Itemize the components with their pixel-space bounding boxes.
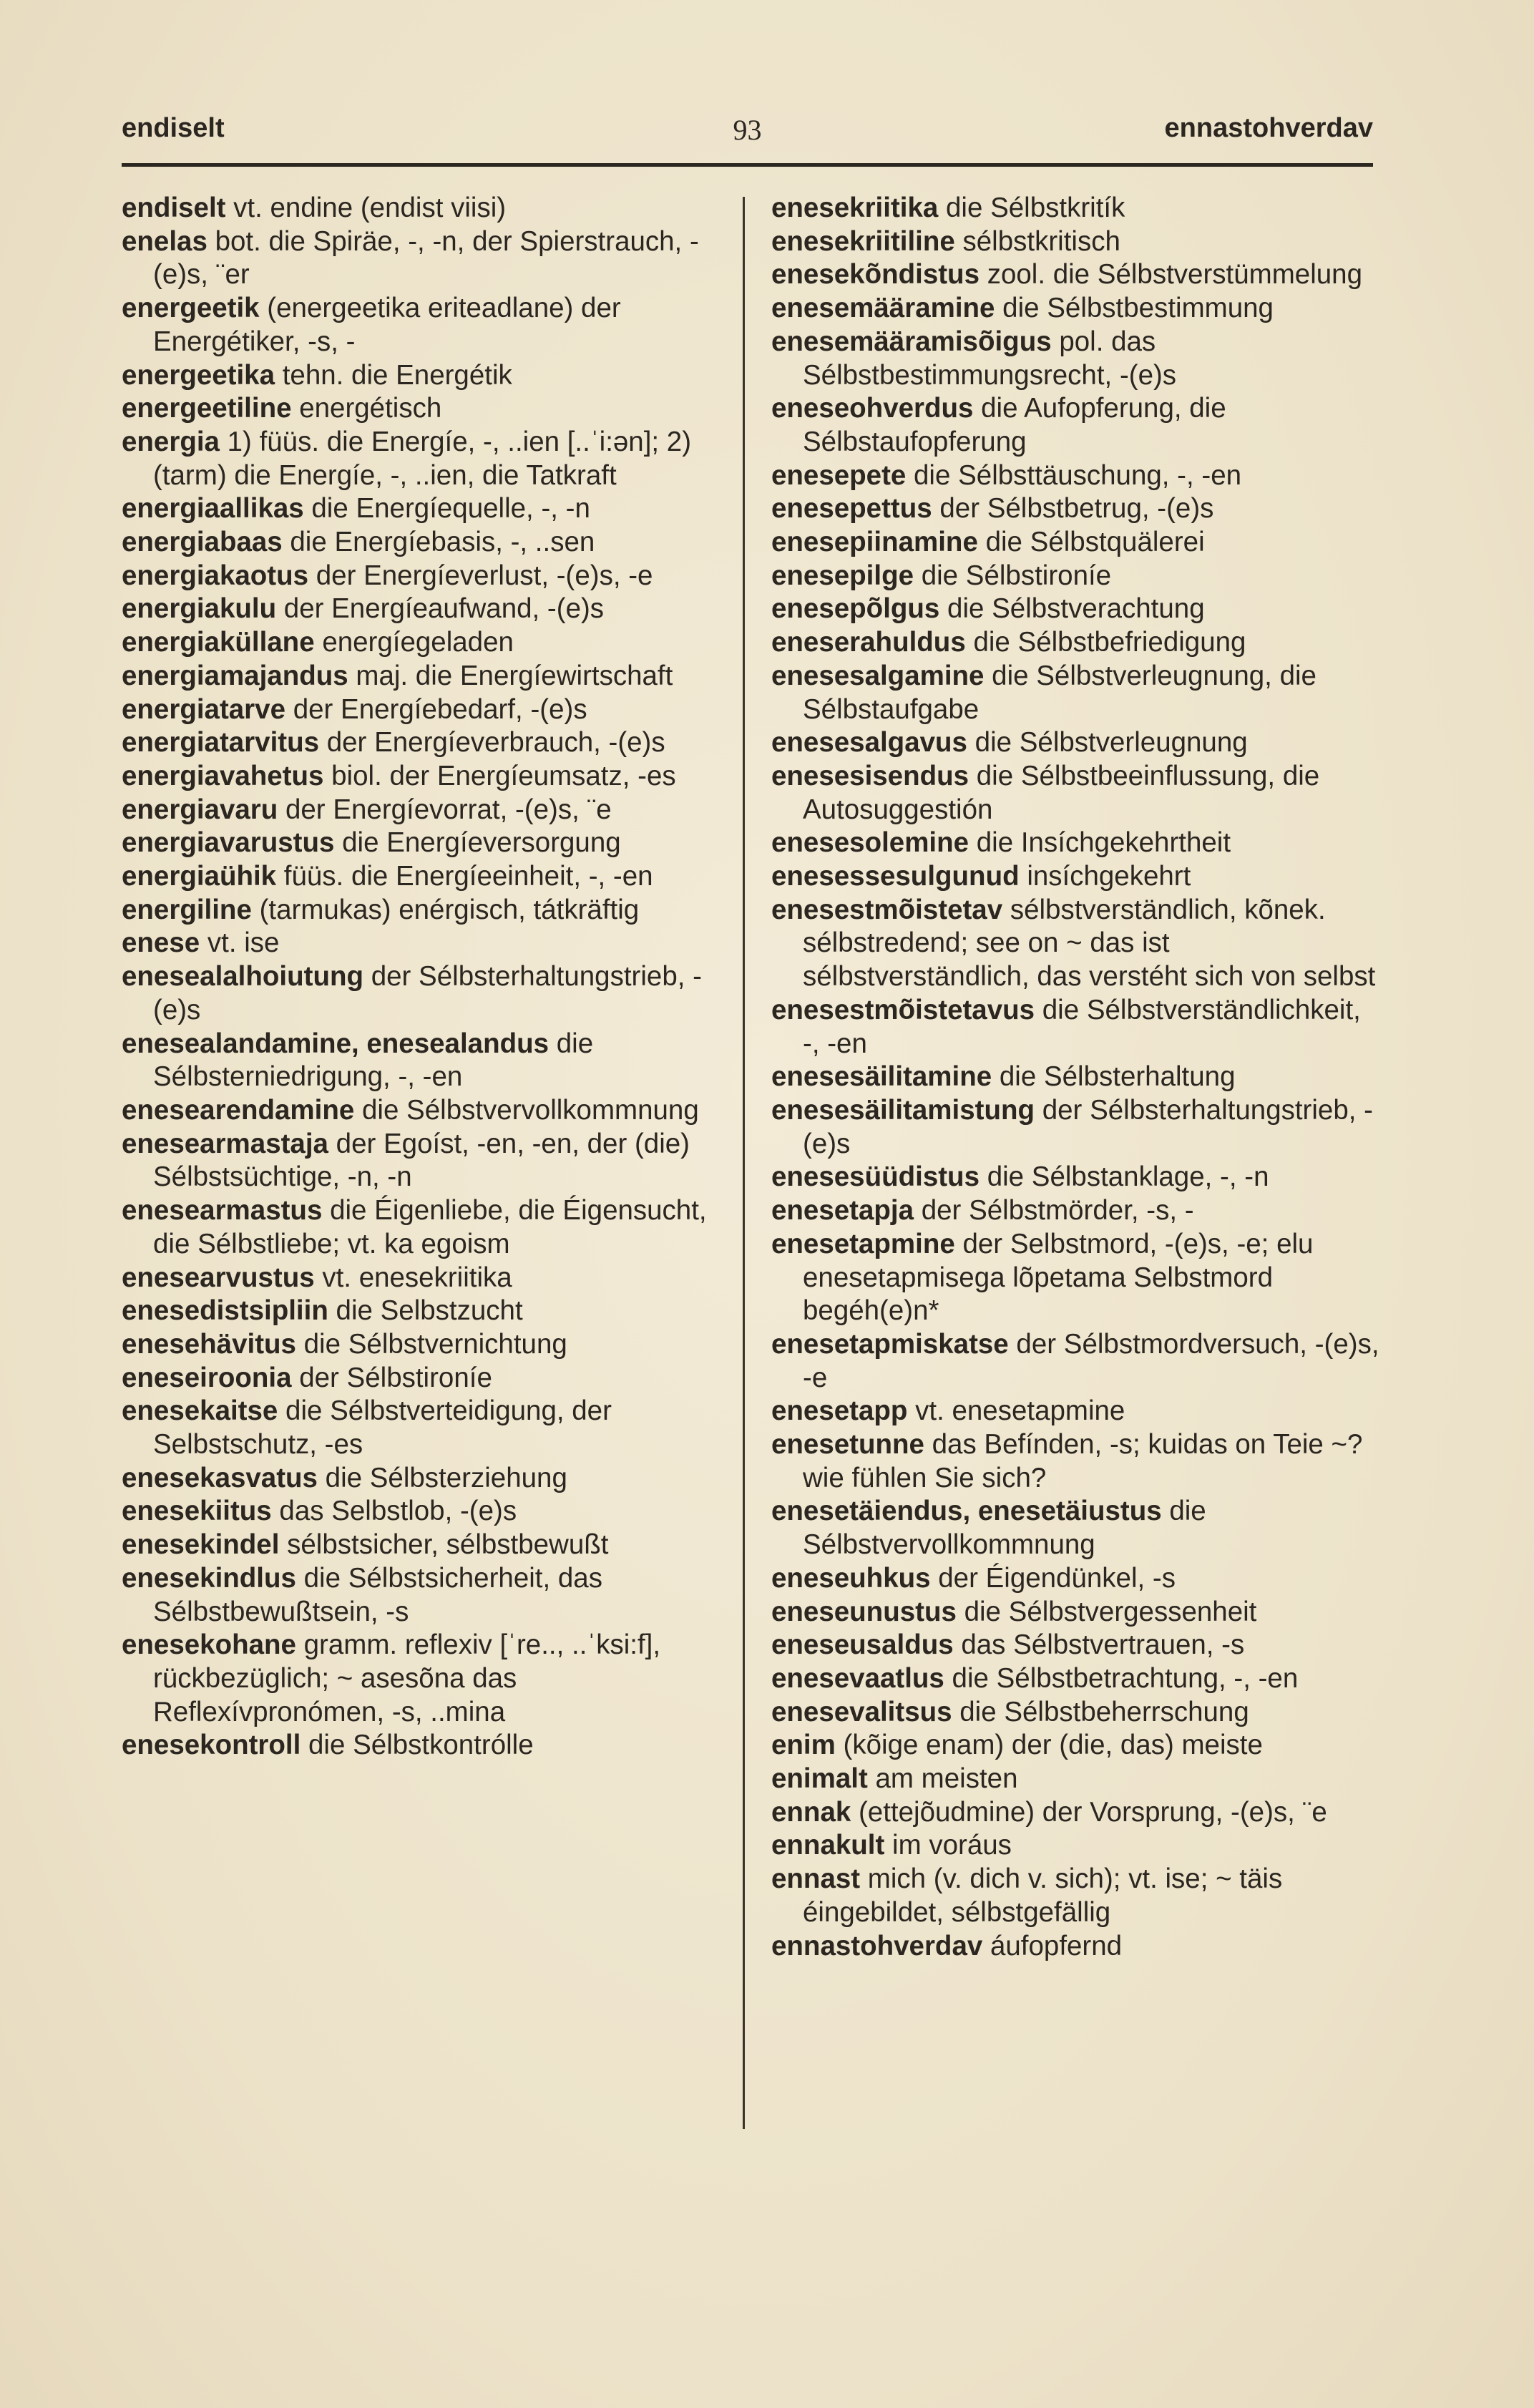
page-number: 93 (733, 114, 762, 146)
header-right-guideword: ennastohverdav (1164, 113, 1373, 143)
dictionary-entry (771, 1061, 1379, 1094)
entry-headword: enesekohane (122, 1629, 296, 1661)
dictionary-entry (122, 827, 730, 860)
dictionary-entry (122, 1094, 730, 1128)
dictionary-entry (122, 1629, 730, 1729)
entry-headword: enesepõlgus (771, 593, 940, 625)
entry-definition: vt. enesetapmine (907, 1395, 1125, 1427)
entry-definition: am meisten (867, 1763, 1018, 1795)
entry-definition: die Sélbstironíe (914, 560, 1112, 591)
entry-headword: endiselt (122, 192, 226, 223)
entry-definition: die Selbstzucht (328, 1295, 523, 1327)
entry-headword: energiatarve (122, 693, 285, 725)
entry-definition: der Energíeverbrauch, -(e)s (319, 727, 665, 759)
entry-headword: enesevalitsus (771, 1696, 952, 1727)
entry-definition: der Energíevorrat, -(e)s, ¨e (278, 794, 612, 825)
entry-definition: die Sélbstvergessenheit (956, 1596, 1257, 1627)
entry-definition: die Sélbstbeeinflussung, die Autosuggestión (803, 760, 1320, 825)
entry-headword: energiavaru (122, 794, 278, 825)
dictionary-entry (122, 1529, 730, 1562)
entry-headword: enesesäilitamistung (771, 1094, 1035, 1126)
dictionary-entry (771, 1763, 1379, 1796)
entry-headword: energiatarvitus (122, 727, 320, 759)
entry-headword: enesesalgavus (771, 727, 967, 759)
dictionary-entry (771, 626, 1379, 660)
entry-headword: ennakult (771, 1830, 885, 1861)
dictionary-entry (122, 1328, 730, 1362)
dictionary-entry (122, 492, 730, 526)
entry-headword: enesetapp (771, 1395, 908, 1427)
dictionary-entry (771, 860, 1379, 894)
entry-definition: das Selbstlob, -(e)s (271, 1496, 517, 1527)
entry-definition: die Sélbstverleugnung, die Sélbstaufgabe (803, 660, 1316, 725)
entry-headword: eneseiroonia (122, 1362, 292, 1393)
entry-headword: energiamajandus (122, 660, 348, 691)
dictionary-entry (122, 726, 730, 760)
dictionary-entry (122, 1562, 730, 1629)
entry-headword: enesearmastaja (122, 1128, 328, 1159)
dictionary-entry (771, 1662, 1379, 1696)
entry-definition: der Sélbsterhaltungstrieb, -(e)s (803, 1094, 1373, 1159)
dictionary-entry (771, 1228, 1379, 1328)
entry-definition: sélbstsicher, sélbstbewußt (279, 1529, 609, 1561)
dictionary-entry (771, 660, 1379, 726)
dictionary-entry (771, 459, 1379, 493)
entry-headword: enesessesulgunud (771, 861, 1020, 892)
dictionary-entry (771, 560, 1379, 593)
entry-definition: die Energíeversorgung (334, 827, 621, 859)
entry-headword: enesekindlus (122, 1562, 296, 1594)
right-column (771, 192, 1379, 1963)
dictionary-entry (771, 1829, 1379, 1863)
page-header (122, 113, 1373, 156)
dictionary-entry (771, 326, 1379, 392)
entry-headword: enesestmõistetavus (771, 994, 1035, 1025)
entry-definition: im voráus (884, 1830, 1012, 1861)
entry-headword: energiabaas (122, 527, 283, 558)
dictionary-entry (771, 1428, 1379, 1495)
dictionary-entry (122, 1729, 730, 1763)
entry-headword: enesetäiendus, enesetäiustus (771, 1496, 1162, 1527)
entry-definition: die Sélbstbefriedigung (965, 627, 1246, 658)
dictionary-entry (771, 1629, 1379, 1662)
dictionary-entry (122, 894, 730, 927)
entry-definition: die Sélbstkontrólle (301, 1730, 534, 1761)
dictionary-entry (771, 1395, 1379, 1428)
dictionary-entry (771, 258, 1379, 292)
entry-definition: die Sélbstbetrachtung, -, -en (944, 1662, 1299, 1694)
entry-headword: enesearendamine (122, 1094, 355, 1126)
dictionary-entry (122, 1194, 730, 1261)
entry-definition: energétisch (291, 393, 442, 424)
entry-headword: enesepiinamine (771, 527, 978, 558)
entry-definition: die Sélbsterniedrigung, -, -en (153, 1028, 594, 1093)
entry-definition: sélbstverständlich, kõnek. sélbstredend; see on ~ das ist sélbstverständlich, das verstéht sich von selbst (803, 894, 1376, 993)
dictionary-entry (771, 994, 1379, 1061)
dictionary-entry (122, 660, 730, 693)
entry-definition: die Sélbstvernichtung (295, 1328, 567, 1360)
entry-definition: gramm. reflexiv [ˈre.., ..ˈksi:f], rückbezüglich; ~ asesõna das Reflexívpronómen, -s, ..mina (153, 1629, 661, 1727)
entry-headword: ennastohverdav (771, 1930, 983, 1961)
entry-headword: energeetiline (122, 393, 292, 424)
entry-definition: (tarmukas) enérgisch, tátkräftig (251, 894, 640, 925)
dictionary-entry (771, 1596, 1379, 1629)
entry-definition: (energeetika eriteadlane) der Energétiker, -s, - (153, 293, 621, 357)
entry-headword: eneseohverdus (771, 393, 974, 424)
entry-definition: die Sélbstsicherheit, das Sélbstbewußtsein, -s (153, 1562, 602, 1627)
entry-definition: der Sélbstironíe (291, 1362, 492, 1393)
entry-definition: die Sélbstkritík (938, 192, 1125, 223)
entry-definition: die Sélbstbeherrschung (952, 1696, 1249, 1727)
left-column (122, 192, 730, 1763)
entry-headword: enesevaatlus (771, 1662, 944, 1694)
entry-definition: biol. der Energíeumsatz, -es (323, 760, 676, 791)
entry-definition: das Sélbstvertrauen, -s (953, 1629, 1245, 1661)
entry-headword: enesesäilitamine (771, 1061, 992, 1093)
entry-definition: der Sélbstmordversuch, -(e)s, -e (803, 1328, 1379, 1393)
entry-definition: die Sélbstverleugnung (967, 727, 1248, 759)
entry-headword: enesehävitus (122, 1328, 296, 1360)
entry-headword: enesekriitika (771, 192, 939, 223)
dictionary-entry (122, 693, 730, 727)
dictionary-entry (771, 1796, 1379, 1830)
entry-headword: enesealalhoiutung (122, 961, 364, 993)
dictionary-entry (122, 392, 730, 426)
entry-headword: enese (122, 927, 200, 959)
entry-headword: enesekaitse (122, 1395, 278, 1427)
entry-definition: der Sélbstmörder, -s, - (914, 1195, 1194, 1227)
entry-headword: enesetapmiskatse (771, 1328, 1009, 1360)
entry-definition: die Sélbstbestimmung (995, 293, 1274, 324)
entry-definition: die Sélbsterhaltung (992, 1061, 1236, 1093)
entry-headword: energiakulu (122, 593, 277, 625)
entry-headword: enesemääramisõigus (771, 326, 1052, 357)
entry-headword: energiaküllane (122, 627, 315, 658)
entry-headword: enelas (122, 225, 207, 257)
entry-definition: die Energíebasis, -, ..sen (282, 527, 595, 558)
dictionary-entry (122, 526, 730, 560)
entry-headword: enesesolemine (771, 827, 969, 859)
entry-definition: insíchgekehrt (1019, 861, 1191, 892)
dictionary-entry (771, 392, 1379, 459)
entry-headword: energiavahetus (122, 760, 324, 791)
entry-headword: energeetik (122, 293, 260, 324)
entry-headword: ennak (771, 1796, 851, 1828)
dictionary-entry (771, 1696, 1379, 1730)
entry-definition: das Befínden, -s; kuidas on Teie ~? wie fühlen Sie sich? (803, 1429, 1363, 1493)
entry-definition: die Aufopferung, die Sélbstaufopferung (803, 393, 1226, 457)
entry-definition: tehn. die Energétik (275, 359, 512, 391)
dictionary-entry (771, 192, 1379, 225)
entry-headword: enesepete (771, 459, 907, 491)
entry-headword: energiaallikas (122, 493, 304, 525)
dictionary-entry (122, 760, 730, 794)
dictionary-entry (771, 827, 1379, 860)
entry-definition: der Energíebedarf, -(e)s (285, 693, 587, 725)
entry-headword: eneseusaldus (771, 1629, 954, 1661)
entry-definition: sélbstkritisch (954, 225, 1120, 257)
dictionary-entry (771, 1562, 1379, 1596)
entry-headword: ennast (771, 1863, 861, 1895)
dictionary-entry (122, 1128, 730, 1194)
entry-headword: enesesalgamine (771, 660, 985, 691)
entry-headword: enesestmõistetav (771, 894, 1003, 925)
entry-definition: die Energíequelle, -, -n (303, 493, 590, 525)
entry-headword: enesedistsipliin (122, 1295, 328, 1327)
dictionary-entry (771, 225, 1379, 259)
entry-headword: enesepettus (771, 493, 932, 525)
entry-headword: energiline (122, 894, 252, 925)
entry-definition: füüs. die Energíeeinheit, -, -en (276, 861, 653, 892)
dictionary-entry (122, 192, 730, 225)
entry-headword: enesekindel (122, 1529, 280, 1561)
dictionary-entry (122, 426, 730, 492)
entry-definition: der Egoíst, -en, -en, der (die) Sélbstsüchtige, -n, -n (153, 1128, 690, 1193)
entry-headword: enesekontroll (122, 1730, 301, 1761)
entry-headword: eneseunustus (771, 1596, 957, 1627)
entry-definition: vt. ise (200, 927, 280, 959)
dictionary-entry (771, 292, 1379, 326)
entry-definition: vt. enesekriitika (314, 1262, 512, 1293)
entry-definition: (kõige enam) der (die, das) meiste (835, 1730, 1263, 1761)
entry-definition: die Sélbstanklage, -, -n (979, 1161, 1269, 1193)
entry-definition: 1) füüs. die Energíe, -, ..ien [..ˈi:ən]; 2) (tarm) die Energíe, -, ..ien, die Tatkraft (153, 426, 692, 491)
dictionary-entry (771, 1729, 1379, 1763)
entry-headword: enesesisendus (771, 760, 969, 791)
dictionary-entry (122, 1262, 730, 1295)
entry-definition: die Sélbstquälerei (977, 527, 1205, 558)
entry-definition: der Sélbstbetrug, -(e)s (932, 493, 1214, 525)
entry-headword: enesekriitiline (771, 225, 955, 257)
dictionary-entry (122, 1395, 730, 1461)
entry-definition: die Insíchgekehrtheit (969, 827, 1231, 859)
entry-definition: pol. das Sélbstbestimmungsrecht, -(e)s (803, 326, 1177, 391)
entry-headword: enesemääramine (771, 293, 995, 324)
entry-headword: energiaühik (122, 861, 277, 892)
dictionary-entry (771, 1194, 1379, 1228)
dictionary-entry (122, 292, 730, 359)
entry-definition: der Sélbsterhaltungstrieb, -(e)s (153, 961, 702, 1025)
entry-definition: die Éigenliebe, die Éigensucht, die Sélbstliebe; vt. ka egoism (153, 1195, 707, 1259)
dictionary-entry (771, 1328, 1379, 1395)
dictionary-entry (122, 794, 730, 827)
entry-headword: energiakaotus (122, 560, 309, 591)
dictionary-entry (771, 526, 1379, 560)
header-left-guideword: endiselt (122, 113, 225, 143)
entry-headword: enesetunne (771, 1429, 924, 1461)
dictionary-entry (771, 1930, 1379, 1964)
dictionary-entry (771, 726, 1379, 760)
entry-definition: der Éigendünkel, -s (930, 1562, 1176, 1594)
header-rule (122, 163, 1373, 167)
entry-headword: energia (122, 426, 220, 457)
entry-headword: enesekiitus (122, 1496, 272, 1527)
entry-definition: (ettejõudmine) der Vorsprung, -(e)s, ¨e (851, 1796, 1327, 1828)
entry-headword: enesekõndistus (771, 259, 979, 291)
dictionary-entry (122, 359, 730, 393)
entry-headword: enesetapmine (771, 1228, 955, 1259)
dictionary-entry (122, 225, 730, 292)
dictionary-entry (122, 860, 730, 894)
dictionary-entry (122, 560, 730, 593)
entry-definition: mich (v. dich v. sich); vt. ise; ~ täis éingebildet, sélbstgefällig (803, 1863, 1283, 1928)
entry-definition: die Sélbstverständlichkeit, -, -en (803, 994, 1361, 1059)
entry-headword: eneserahuldus (771, 627, 966, 658)
entry-headword: enesekasvatus (122, 1462, 318, 1493)
entry-headword: enim (771, 1730, 836, 1761)
dictionary-entry (122, 1362, 730, 1395)
dictionary-entry (122, 1028, 730, 1094)
entry-headword: enesearvustus (122, 1262, 315, 1293)
column-divider (743, 197, 745, 2129)
entry-headword: enesealandamine, enesealandus (122, 1028, 549, 1059)
entry-headword: enesearmastus (122, 1195, 323, 1227)
entry-definition: die Sélbsttäuschung, -, -en (906, 459, 1242, 491)
dictionary-entry (122, 1462, 730, 1496)
entry-definition: vt. endine (endist viisi) (225, 192, 507, 223)
dictionary-entry (771, 1863, 1379, 1929)
dictionary-entry (122, 960, 730, 1027)
dictionary-entry (122, 626, 730, 660)
entry-definition: der Selbstmord, -(e)s, -e; elu enesetapmisega lõpetama Selbstmord begéh(e)n* (803, 1228, 1314, 1327)
dictionary-entry (122, 593, 730, 626)
dictionary-entry (771, 1495, 1379, 1561)
entry-definition: bot. die Spiräe, -, -n, der Spierstrauch, -(e)s, ¨er (153, 225, 699, 291)
dictionary-entry (771, 1161, 1379, 1194)
dictionary-entry (771, 1094, 1379, 1161)
dictionary-entry (771, 492, 1379, 526)
entry-headword: enesepilge (771, 560, 914, 591)
entry-headword: enesetapja (771, 1195, 914, 1227)
entry-headword: energeetika (122, 359, 275, 391)
entry-headword: enesesüüdistus (771, 1161, 979, 1193)
entry-definition: zool. die Sélbstverstümmelung (979, 259, 1362, 291)
entry-definition: die Sélbstvervollkommnung (354, 1094, 699, 1126)
entry-definition: die Sélbstvervollkommnung (803, 1496, 1206, 1561)
entry-headword: energiavarustus (122, 827, 335, 859)
dictionary-entry (122, 927, 730, 960)
dictionary-entry (122, 1295, 730, 1328)
entry-definition: energíegeladen (314, 627, 514, 658)
entry-definition: die Sélbstverachtung (939, 593, 1205, 625)
entry-definition: maj. die Energíewirtschaft (348, 660, 673, 691)
entry-definition: die Sélbstverteidigung, der Selbstschutz, -es (153, 1395, 612, 1461)
dictionary-entry (771, 894, 1379, 994)
entry-headword: eneseuhkus (771, 1562, 931, 1594)
dictionary-entry (771, 760, 1379, 827)
entry-headword: enimalt (771, 1763, 868, 1795)
entry-definition: der Energíeaufwand, -(e)s (276, 593, 605, 625)
entry-definition: áufopfernd (982, 1930, 1123, 1961)
entry-definition: der Energíeverlust, -(e)s, -e (308, 560, 653, 591)
entry-definition: die Sélbsterziehung (317, 1462, 567, 1493)
dictionary-entry (122, 1495, 730, 1529)
dictionary-entry (771, 593, 1379, 626)
